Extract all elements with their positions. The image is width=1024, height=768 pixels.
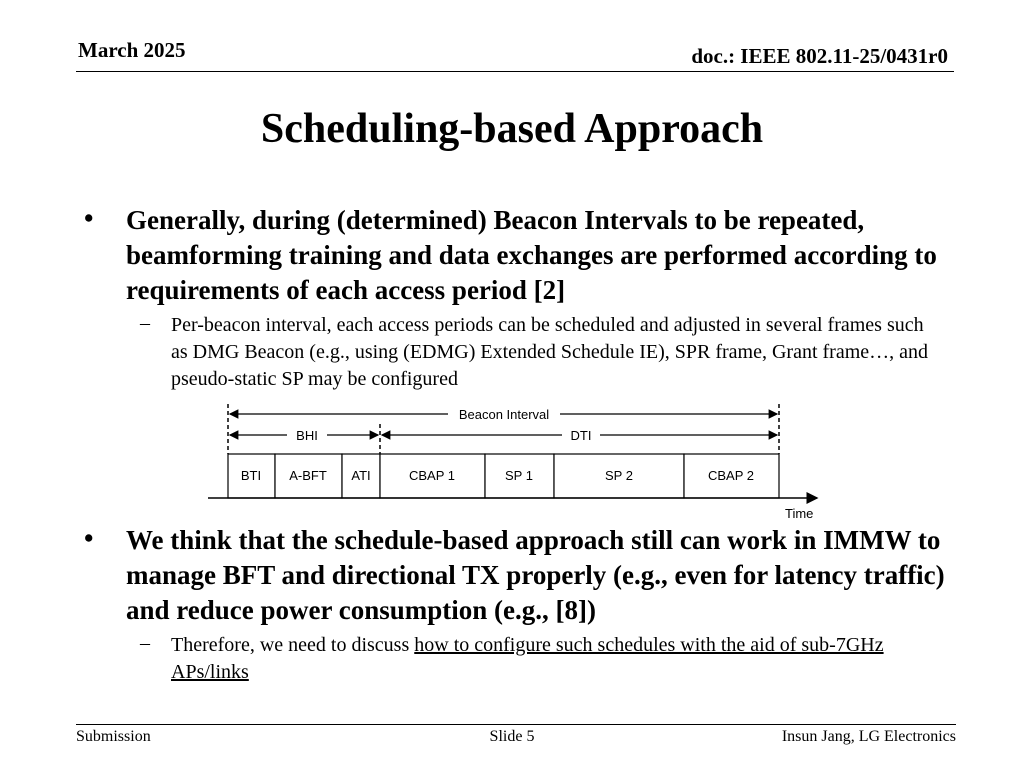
footer-author: Insun Jang, LG Electronics xyxy=(781,728,956,745)
footer-slide-number: Slide 5 xyxy=(489,728,535,745)
dti-label: DTI xyxy=(570,428,592,443)
time-label: Time xyxy=(785,506,814,521)
segment-label: SP 2 xyxy=(605,468,633,483)
footer-divider xyxy=(76,724,956,725)
segment-label: ATI xyxy=(351,468,371,483)
slide-title: Scheduling-based Approach xyxy=(260,106,764,152)
bullet-marker-1: • xyxy=(84,203,94,233)
bullet-2-text: We think that the schedule-based approach still can work in IMMW to manage BFT and directional TX properly (e.g., even for latency traffic) and reduce power consumption (e.g., [8]) xyxy=(126,525,945,625)
header-date: March 2025 xyxy=(78,38,186,62)
sub-bullet-marker-2: – xyxy=(140,632,150,654)
bullet-1-text: Generally, during (determined) Beacon Intervals to be repeated, beamforming training and data exchanges are performed according to requirements of each access period [2] xyxy=(126,205,937,305)
sub-bullet-marker-1: – xyxy=(140,312,150,334)
footer-submission: Submission xyxy=(76,728,151,745)
sub-bullet-2-prefix: Therefore, we need to discuss xyxy=(171,634,415,656)
segment-label: CBAP 1 xyxy=(408,468,456,483)
segment-label: A-BFT xyxy=(289,468,327,483)
segment-label: CBAP 2 xyxy=(707,468,755,483)
segment-label: BTI xyxy=(240,468,262,483)
header-doc-id: doc.: IEEE 802.11-25/0431r0 xyxy=(691,44,948,68)
sub-bullet-1-text: Per-beacon interval, each access periods can be scheduled and adjusted in several frames such as DMG Beacon (e.g., using (EDMG) Extended Schedule IE), SPR frame, Grant frame…, and pseudo-static SP may be configured xyxy=(171,314,929,390)
schedule-config-link[interactable]: how to configure such schedules with the aid of sub-7GHz APs/links xyxy=(171,634,884,683)
segment-label: SP 1 xyxy=(505,468,533,483)
sub-bullet-2-text xyxy=(171,632,941,686)
bullet-marker-2: • xyxy=(84,523,94,553)
beacon-interval-diagram xyxy=(205,398,830,524)
header-divider xyxy=(76,71,954,72)
bhi-label: BHI xyxy=(296,428,318,443)
beacon-interval-label: Beacon Interval xyxy=(458,407,550,422)
